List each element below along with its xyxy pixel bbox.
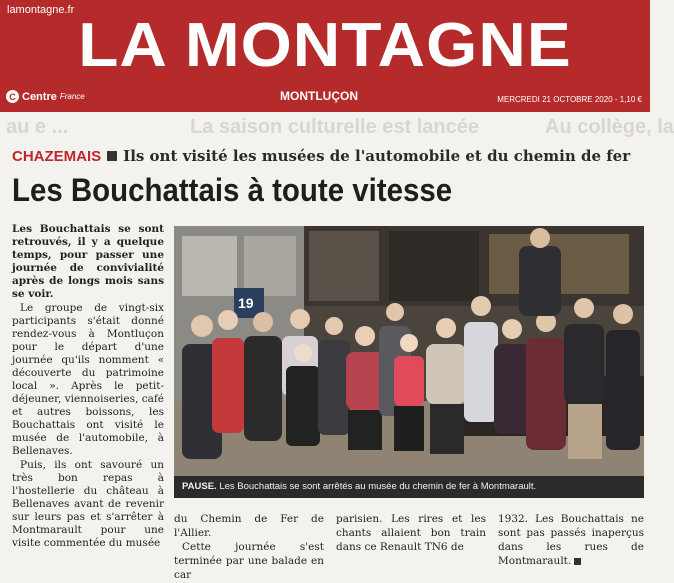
article-column-4 xyxy=(498,512,644,568)
caption-text: Les Bouchattais se sont arrêtés au musée du chemin de fer à Montmarault. xyxy=(219,481,537,492)
article-kicker: CHAZEMAIS xyxy=(12,147,102,165)
end-of-article-icon xyxy=(574,558,581,565)
locomotive-plate-number: 19 xyxy=(238,295,254,311)
publisher-sub: France xyxy=(59,92,85,101)
column-4-paragraph xyxy=(498,512,644,568)
group-photo-illustration xyxy=(174,226,644,476)
group-photo xyxy=(174,226,644,476)
edition-city: MONTLUÇON xyxy=(280,89,358,103)
article-lead: Les Bouchattais se sont retrouvés, il y a quelque temps, pour passer une journée de convivialité après de longs mois sans se voir. xyxy=(12,223,164,300)
site-url: lamontagne.fr xyxy=(7,4,75,16)
publisher-logo xyxy=(6,90,85,103)
article-kicker-row xyxy=(12,147,630,165)
ghost-headline-middle: La saison culturelle est lancée xyxy=(190,116,480,138)
square-bullet-icon xyxy=(107,151,117,161)
issue-date: MERCREDI 21 OCTOBRE 2020 - 1,10 € xyxy=(497,95,642,104)
article-paragraph-1: Le groupe de vingt-six participants s'était donné rendez-vous à Montluçon pour le départ d'une journée qu'ils nomment « découverte du patrimoine local ». Après le petit-déjeuner, viennoiseries, café et autres boissons, les Bouchattais ont visité le musée de l'automobile, à Bellenaves. xyxy=(12,302,164,457)
column-3-text: parisien. Les rires et les chants allaient bon train dans ce Renault TN6 de xyxy=(336,513,486,553)
article-subhead: Ils ont visité les musées de l'automobile et du chemin de fer xyxy=(123,147,631,165)
article-column-1 xyxy=(12,223,164,551)
photo-caption xyxy=(174,476,644,498)
publisher-name: Centre xyxy=(22,90,57,103)
article-paragraph-2: Puis, ils ont savouré un très bon repas à l'hostellerie du château à Bellenaves avant de revenir sur leurs pas et s'arrêter à Montmarault pour une visite commentée du musée xyxy=(12,459,164,549)
ghost-headline-left: au e ... xyxy=(6,116,69,138)
article-headline: Les Bouchattais à toute vitesse xyxy=(12,172,453,208)
column-4-text: 1932. Les Bouchattais ne sont pas passés inaperçus dans les rues de Montmarault. xyxy=(498,513,644,567)
column-2-continuation: du Chemin de Fer de l'Allier. xyxy=(174,513,324,539)
ghost-headline-right: Au collège, la xyxy=(545,116,674,138)
masthead xyxy=(0,0,650,112)
article-column-2 xyxy=(174,512,324,582)
article-column-3 xyxy=(336,512,486,554)
adjacent-headlines xyxy=(0,112,674,142)
column-2-paragraph: Cette journée s'est terminée par une balade en car xyxy=(174,541,324,581)
newspaper-title: LA MONTAGNE xyxy=(78,11,572,80)
centre-france-logo-icon: C xyxy=(6,90,19,103)
caption-label: PAUSE. xyxy=(182,481,217,492)
